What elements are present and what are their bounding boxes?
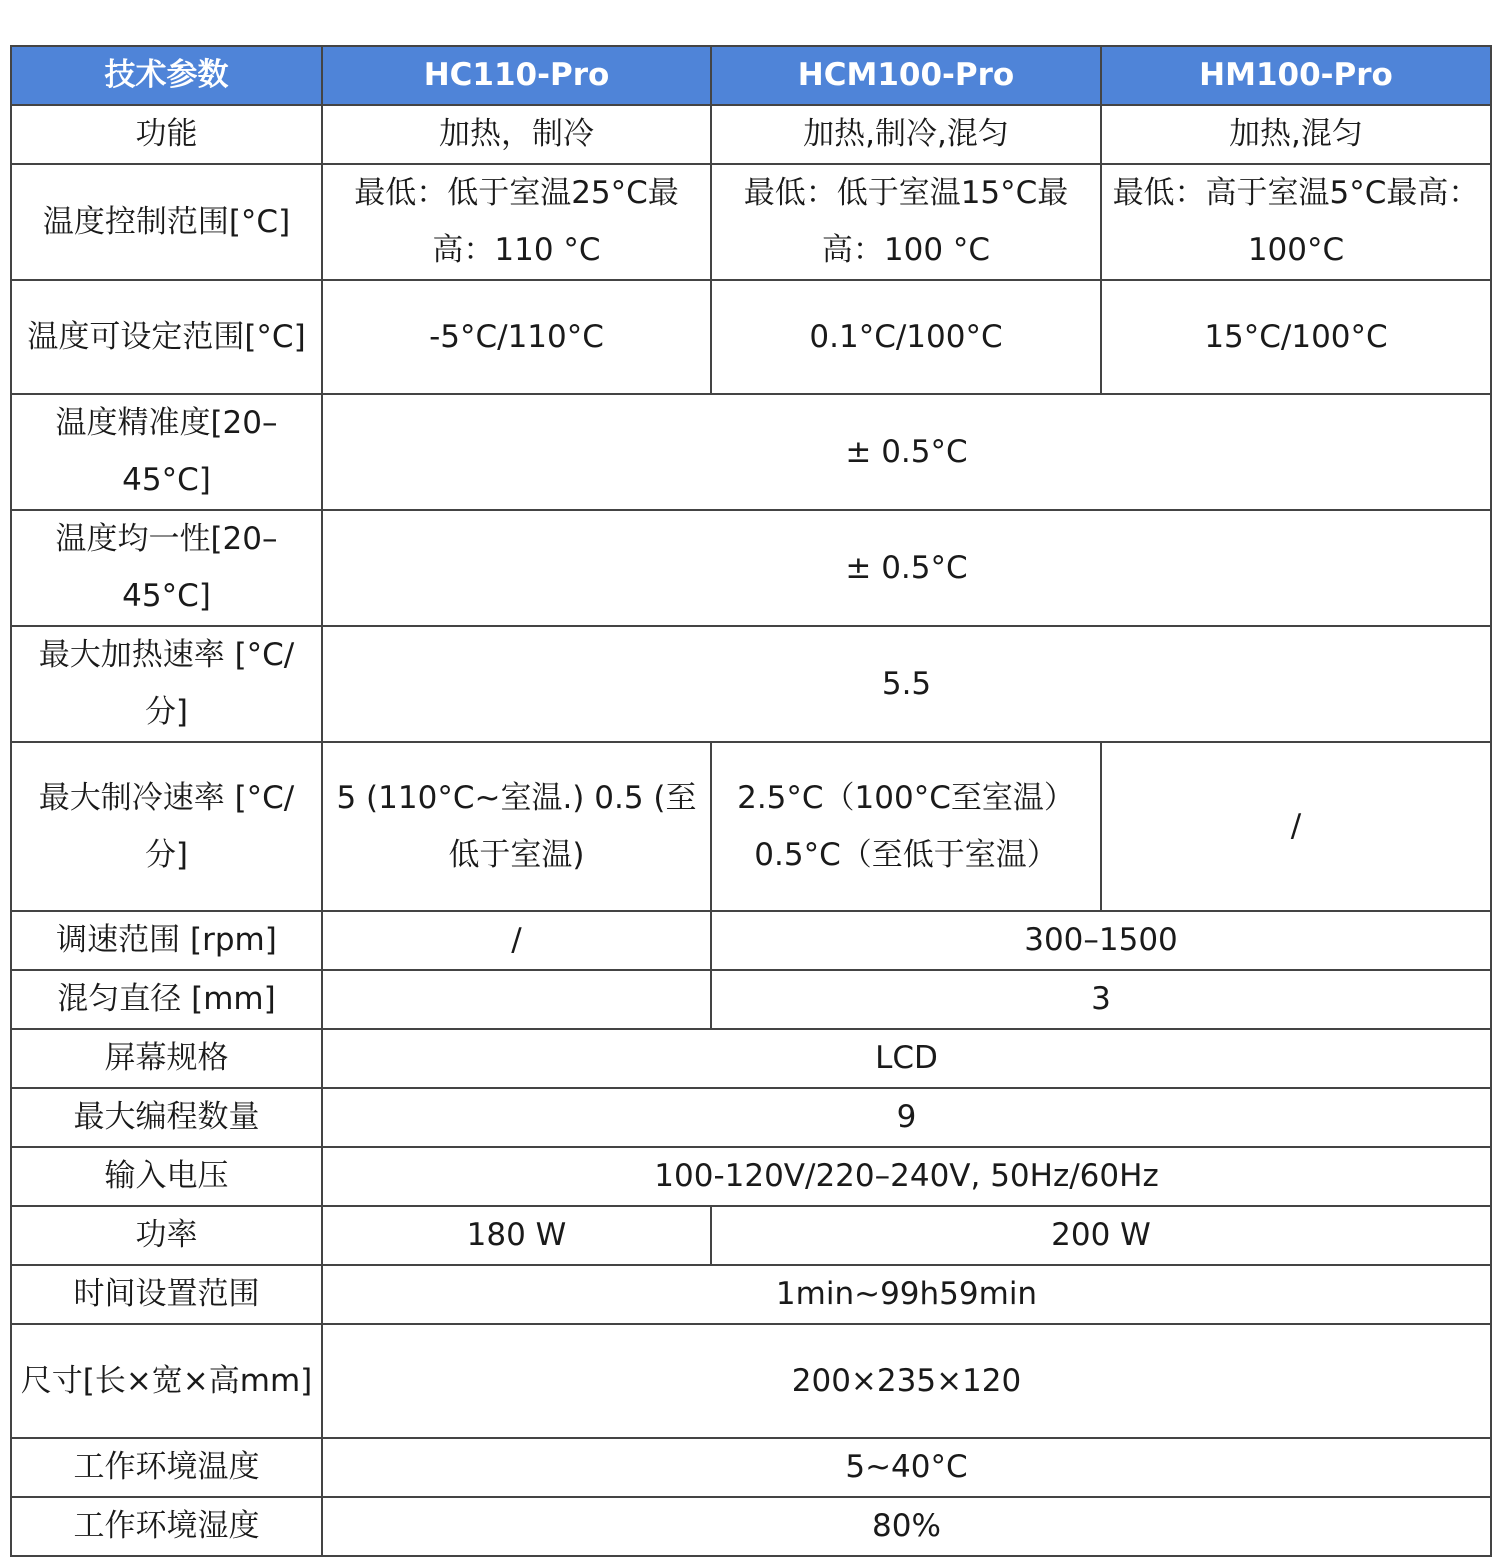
cell-value: 最低：高于室温5°C最高：100°C bbox=[1101, 164, 1491, 280]
header-model-hc110: HC110-Pro bbox=[322, 46, 711, 105]
row-label: 温度可设定范围[°C] bbox=[11, 280, 322, 394]
cell-value: ± 0.5°C bbox=[322, 510, 1491, 626]
row-label: 屏幕规格 bbox=[11, 1029, 322, 1088]
header-model-hcm100: HCM100-Pro bbox=[711, 46, 1101, 105]
row-label: 时间设置范围 bbox=[11, 1265, 322, 1324]
cell-value: 1min~99h59min bbox=[322, 1265, 1491, 1324]
row-label: 混匀直径 [mm] bbox=[11, 970, 322, 1029]
cell-value: 80% bbox=[322, 1497, 1491, 1556]
cell-value: 0.1°C/100°C bbox=[711, 280, 1101, 394]
row-label: 最大加热速率 [°C/分] bbox=[11, 626, 322, 742]
spec-table bbox=[10, 45, 1492, 1557]
cell-value: ± 0.5°C bbox=[322, 394, 1491, 510]
row-label: 工作环境温度 bbox=[11, 1438, 322, 1497]
table-row bbox=[11, 1088, 1491, 1147]
table-row bbox=[11, 1206, 1491, 1265]
table-row bbox=[11, 911, 1491, 970]
cell-value: 2.5°C（100°C至室温）0.5°C（至低于室温） bbox=[711, 742, 1101, 911]
cell-value: 15°C/100°C bbox=[1101, 280, 1491, 394]
table-row bbox=[11, 1497, 1491, 1556]
cell-value: 100-120V/220–240V, 50Hz/60Hz bbox=[322, 1147, 1491, 1206]
row-label: 调速范围 [rpm] bbox=[11, 911, 322, 970]
cell-value: 200×235×120 bbox=[322, 1324, 1491, 1438]
table-row bbox=[11, 742, 1491, 911]
table-row bbox=[11, 970, 1491, 1029]
cell-value: / bbox=[322, 911, 711, 970]
row-label: 温度精准度[20–45°C] bbox=[11, 394, 322, 510]
cell-value: -5°C/110°C bbox=[322, 280, 711, 394]
row-label: 输入电压 bbox=[11, 1147, 322, 1206]
cell-value: 5~40°C bbox=[322, 1438, 1491, 1497]
table-row bbox=[11, 626, 1491, 742]
cell-value: 180 W bbox=[322, 1206, 711, 1265]
cell-value: 最低：低于室温15°C最高：100 °C bbox=[711, 164, 1101, 280]
header-row bbox=[11, 46, 1491, 105]
cell-value: 5.5 bbox=[322, 626, 1491, 742]
row-label: 温度控制范围[°C] bbox=[11, 164, 322, 280]
cell-value: 最低：低于室温25°C最高：110 °C bbox=[322, 164, 711, 280]
cell-value: / bbox=[1101, 742, 1491, 911]
table-row bbox=[11, 1029, 1491, 1088]
cell-value: 3 bbox=[711, 970, 1491, 1029]
header-model-hm100: HM100-Pro bbox=[1101, 46, 1491, 105]
cell-value: 5 (110°C~室温.) 0.5 (至低于室温) bbox=[322, 742, 711, 911]
cell-value: 9 bbox=[322, 1088, 1491, 1147]
table-row bbox=[11, 1147, 1491, 1206]
row-label: 最大编程数量 bbox=[11, 1088, 322, 1147]
cell-value: 加热,制冷,混匀 bbox=[711, 105, 1101, 164]
cell-value: 200 W bbox=[711, 1206, 1491, 1265]
table-row bbox=[11, 510, 1491, 626]
row-label: 工作环境湿度 bbox=[11, 1497, 322, 1556]
cell-value: LCD bbox=[322, 1029, 1491, 1088]
cell-value: 加热，制冷 bbox=[322, 105, 711, 164]
table-row bbox=[11, 164, 1491, 280]
row-label: 功率 bbox=[11, 1206, 322, 1265]
table-row bbox=[11, 1265, 1491, 1324]
table-row bbox=[11, 1438, 1491, 1497]
table-row bbox=[11, 280, 1491, 394]
cell-value bbox=[322, 970, 711, 1029]
table-row bbox=[11, 1324, 1491, 1438]
header-param: 技术参数 bbox=[11, 46, 322, 105]
table-row bbox=[11, 105, 1491, 164]
row-label: 最大制冷速率 [°C/分] bbox=[11, 742, 322, 911]
cell-value: 加热,混匀 bbox=[1101, 105, 1491, 164]
row-label: 功能 bbox=[11, 105, 322, 164]
row-label: 温度均一性[20–45°C] bbox=[11, 510, 322, 626]
row-label: 尺寸[长×宽×高mm] bbox=[11, 1324, 322, 1438]
table-row bbox=[11, 394, 1491, 510]
cell-value: 300–1500 bbox=[711, 911, 1491, 970]
